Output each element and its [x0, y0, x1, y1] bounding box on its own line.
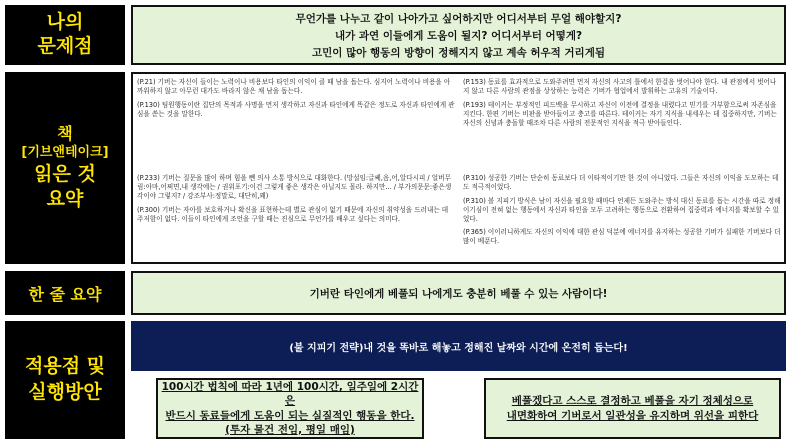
quote-p300: (P.300) 기버는 자아를 보호하거나 확신을 표현하는데 별로 관심이 없기 때문에 자신의 취약성을 드러내는 데 주저함이 없다. 이들이 타인에게 조언을 구할 때는 진심으로 무언가를 배우고 싶다는 의미다.	[137, 205, 449, 223]
book-label-line1: 책	[57, 124, 73, 144]
quote-p193: (P.193) 테이커는 부정적인 피드백을 무시하고 자신이 이전에 결정을 내렸다고 믿기를 거부함으로써 자존심을 지킨다. 한편 기버는 비판을 받아들이고 충고를 따른다. 테이커는 자기 지식을 내세우는 데 집중하지만, 기버는 자신의 신념과 충돌할 때조차 다른 사람의 전문적인 지식을 적극 받아들인다.	[463, 100, 777, 127]
action-left-line2: 반드시 동료들에게 도움이 되는 실질적인 행동을 한다.	[165, 409, 415, 422]
quote-p21: (P.21) 기버는 자신이 들이는 노력이나 비용보다 타인의 이익이 클 때 남을 돕는다. 심지어 노력이나 비용을 아까워하지 않고 아무런 대가도 바라지 않은 채 남을 돕는다.	[137, 78, 451, 95]
action-box-right	[484, 378, 781, 439]
problem-label	[5, 5, 125, 65]
summary-label	[5, 271, 125, 315]
quote-p310a: (P.310) 성공한 기버는 단순히 동료보다 더 이타적이기만 한 것이 아니었다. 그들은 자신의 이익을 도모하는 데도 적극적이었다.	[463, 174, 779, 191]
summary-text: 기버란 타인에게 베풀되 나에게도 충분히 베풀 수 있는 사람이다!	[309, 287, 608, 300]
quote-p310b: (P.310) 볼 지피기 방식은 남이 자신을 필요할 때마다 언제든 도와주는 방식 대신 동료를 돕는 시간을 따로 정해 이기심이 전혀 없는 행동에서 자신과 타인을 모두 고려하는 행동으로 전환하여 집중력과 에너지를 확보할 수 있었다.	[463, 196, 781, 223]
quote-top-right	[463, 78, 781, 132]
apply-label-line1: 적용점 및	[24, 355, 106, 378]
action-box-left	[156, 378, 424, 439]
book-label-line4: 요약	[46, 187, 84, 210]
book-quotes-box	[131, 72, 786, 264]
action-left-line3: (투자 물건 전임, 평일 매임)	[225, 423, 355, 436]
quote-bottom-left	[137, 174, 455, 228]
quote-p365: (P.365) 이이러니하게도 자신의 이익에 대한 관심 덕분에 에너지를 유지하는 성공한 기버가 실패한 기버보다 더 많이 베푼다.	[463, 228, 781, 246]
problem-line-2: 내가 과연 이들에게 도움이 될지? 어디서부터 어떻게?	[334, 29, 583, 42]
summary-label-text: 한 줄 요약	[28, 284, 102, 304]
strategy-banner	[131, 321, 786, 371]
action-right-line1: 베풀겠다고 스스로 결정하고 베풀을 자기 정체성으로	[511, 395, 754, 408]
problem-box	[131, 5, 786, 65]
book-label-line2: [기브앤테이크]	[21, 145, 109, 161]
problem-label-line1: 나의	[46, 11, 84, 34]
book-label	[5, 72, 125, 264]
book-label-line3: 읽은 것	[34, 163, 96, 186]
quote-p130: (P.130) 팀원행동이란 집단의 목적과 사명을 먼저 생각하고 자신과 타인에게 똑같은 정도로 자신과 타인에게 관심을 쏟는 것을 말한다.	[137, 100, 455, 118]
summary-box	[131, 271, 786, 315]
quote-p153: (P.153) 동료를 효과적으로 도와주려면 먼저 자신의 사고의 틀에서 한걸음 벗어나야 한다. 내 관점에서 벗어나지 않고 다른 사람의 관점을 상상하는 능력은 기버가 협업에서 발휘하는 고유의 기술이다.	[463, 78, 777, 95]
problem-line-3: 고민이 많아 행동의 방향이 정해지지 않고 계속 허우적 거리게됨	[312, 46, 605, 59]
apply-label	[5, 321, 125, 439]
quote-bottom-right	[463, 174, 781, 251]
strategy-banner-text: (불 지피기 전략)내 것을 똑바로 해놓고 정해진 날짜와 시간에 온전히 돕는다!	[289, 342, 628, 354]
quote-top-left	[137, 78, 455, 124]
action-right-line2: 내면화하여 기버로서 일관성을 유지하며 위선을 피한다	[506, 409, 759, 422]
quote-p233: (P.233) 기버는 질문을 많이 하며 힘을 뺀 의사 소통 방식으로 대화한다. (망설임:글쎄,음,어,알다시피 / 얼버무림:아마,어쩌면,내 생각에는 / 권위포기:이건 그렇게 좋은 생각은 아닐지도 몰라. 하지만... / 부가의문문:좋은생각이야 그렇지? / 강조부사:정말로, 대단히,꽤)	[137, 174, 452, 200]
problem-line-1: 무언가를 나누고 같이 나아가고 싶어하지만 어디서부터 무얼 해야할지?	[295, 12, 622, 25]
action-left-line1: 100시간 법칙에 따라 1년에 100시간, 일주일에 2시간은	[161, 381, 419, 408]
apply-label-line2: 실행방안	[28, 381, 102, 403]
problem-label-line2: 문제점	[37, 35, 93, 57]
